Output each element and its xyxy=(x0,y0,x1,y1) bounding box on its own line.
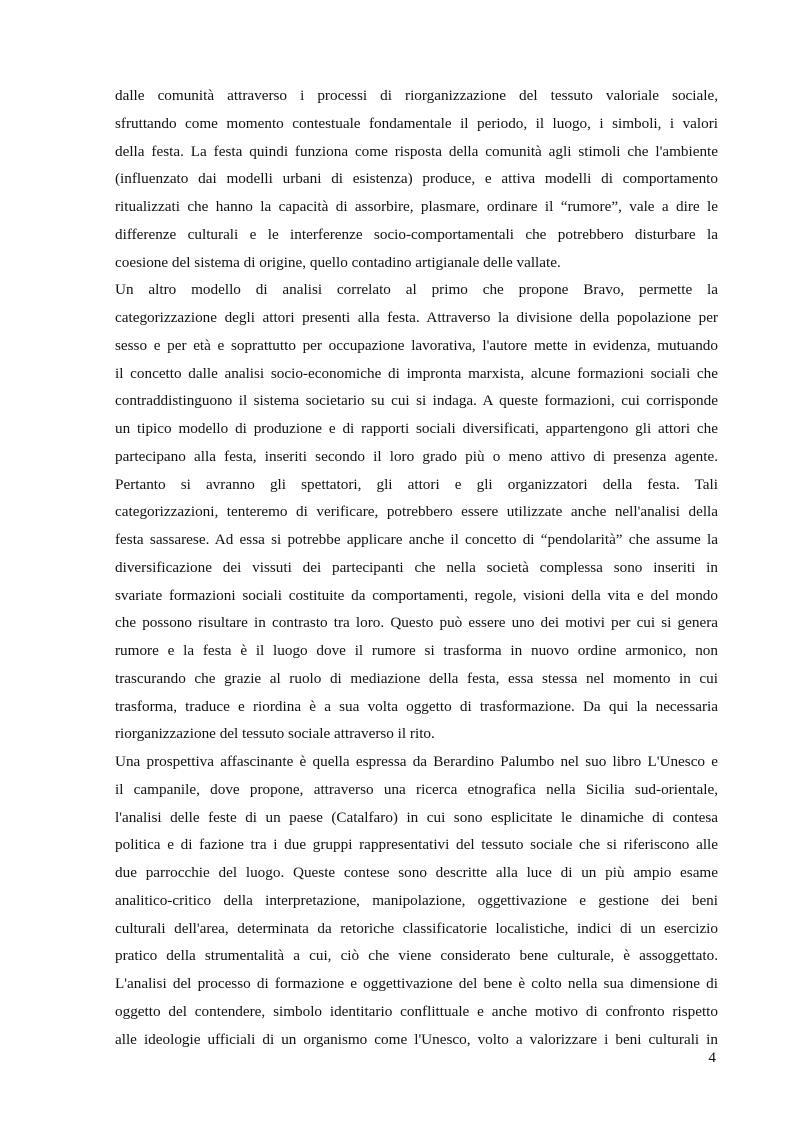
text-line: Pertanto si avranno gli spettatori, gli attori e gli organizzatori della festa. Tali xyxy=(115,475,718,493)
text-line: differenze culturali e le interferenze socio-comportamentali che potrebbero disturbare la xyxy=(115,225,718,243)
body-text xyxy=(115,82,718,1053)
text-line: sesso e per età e soprattutto per occupazione lavorativa, l'autore mette in evidenza, mutuando xyxy=(115,336,718,354)
text-line: l'analisi delle feste di un paese (Catalfaro) in cui sono esplicitate le dinamiche di contesa xyxy=(115,808,718,826)
text-line: culturali dell'area, determinata da retoriche classificatorie localistiche, indici di un esercizio xyxy=(115,919,718,937)
text-line: oggetto del contendere, simbolo identitario conflittuale e anche motivo di confronto rispetto xyxy=(115,1002,718,1020)
text-line: coesione del sistema di origine, quello contadino artigianale delle vallate. xyxy=(115,253,561,271)
text-line: rumore e la festa è il luogo dove il rumore si trasforma in nuovo ordine armonico, non xyxy=(115,642,718,659)
text-line: analitico-critico della interpretazione, manipolazione, oggettivazione e gestione dei beni xyxy=(115,891,718,909)
text-line: il campanile, dove propone, attraverso una ricerca etnografica nella Sicilia sud-orientale, xyxy=(115,780,718,798)
text-line: sfruttando come momento contestuale fondamentale il periodo, il luogo, i simboli, i valori xyxy=(115,114,718,132)
text-line: alle ideologie ufficiali di un organismo come l'Unesco, volto a valorizzare i beni culturali in xyxy=(115,1030,718,1048)
text-line: riorganizzazione del tessuto sociale attraverso il rito. xyxy=(115,725,435,743)
text-line: un tipico modello di produzione e di rapporti sociali diversificati, appartengono gli attori che xyxy=(115,420,718,437)
text-line: partecipano alla festa, inseriti secondo il loro grado più o meno attivo di presenza agente. xyxy=(115,447,718,465)
text-line: pratico della strumentalità a cui, ciò che viene considerato bene culturale, è assoggettato. xyxy=(115,947,718,965)
text-line: categorizzazione degli attori presenti alla festa. Attraverso la divisione della popolazione per xyxy=(115,309,718,326)
text-line: trascurando che grazie al ruolo di mediazione della festa, essa stessa nel momento in cui xyxy=(115,669,718,687)
text-line: il concetto dalle analisi socio-economiche di impronta marxista, alcune formazioni sociali che xyxy=(115,364,718,382)
text-line: contraddistinguono il sistema societario su cui si indaga. A queste formazioni, cui corrisponde xyxy=(115,392,718,410)
text-line: che possono risultare in contrasto tra loro. Questo può essere uno dei motivi per cui si genera xyxy=(115,614,718,632)
text-line: ritualizzati che hanno la capacità di assorbire, plasmare, ordinare il “rumore”, vale a dire le xyxy=(115,198,718,215)
text-line: (influenzato dai modelli urbani di esistenza) produce, e attiva modelli di comportamento xyxy=(115,170,718,188)
text-line: categorizzazioni, tenteremo di verificare, potrebbero essere utilizzate anche nell'analisi della xyxy=(115,503,718,521)
text-line: della festa. La festa quindi funziona come risposta della comunità agli stimoli che l'ambiente xyxy=(115,142,718,160)
text-line: Una prospettiva affascinante è quella espressa da Berardino Palumbo nel suo libro L'Unesco e xyxy=(115,753,718,770)
text-line: Un altro modello di analisi correlato al primo che propone Bravo, permette la xyxy=(115,281,718,299)
text-line: diversificazione dei vissuti dei partecipanti che nella società complessa sono inseriti in xyxy=(115,558,718,576)
text-line: trasforma, traduce e riordina è a sua volta oggetto di trasformazione. Da qui la necessaria xyxy=(115,697,718,715)
text-line: svariate formazioni sociali costituite da comportamenti, regole, visioni della vita e del mondo xyxy=(115,586,718,604)
text-line: L'analisi del processo di formazione e oggettivazione del bene è colto nella sua dimensione di xyxy=(115,975,718,992)
text-line: due parrocchie del luogo. Queste contese sono descritte alla luce di un più ampio esame xyxy=(115,864,718,881)
page-number: 4 xyxy=(708,1049,716,1066)
text-line: dalle comunità attraverso i processi di riorganizzazione del tessuto valoriale sociale, xyxy=(115,87,718,104)
text-line: festa sassarese. Ad essa si potrebbe applicare anche il concetto di “pendolarità” che assume la xyxy=(115,531,718,548)
text-line: politica e di fazione tra i due gruppi rappresentativi del tessuto sociale che si riferiscono alle xyxy=(115,836,718,854)
